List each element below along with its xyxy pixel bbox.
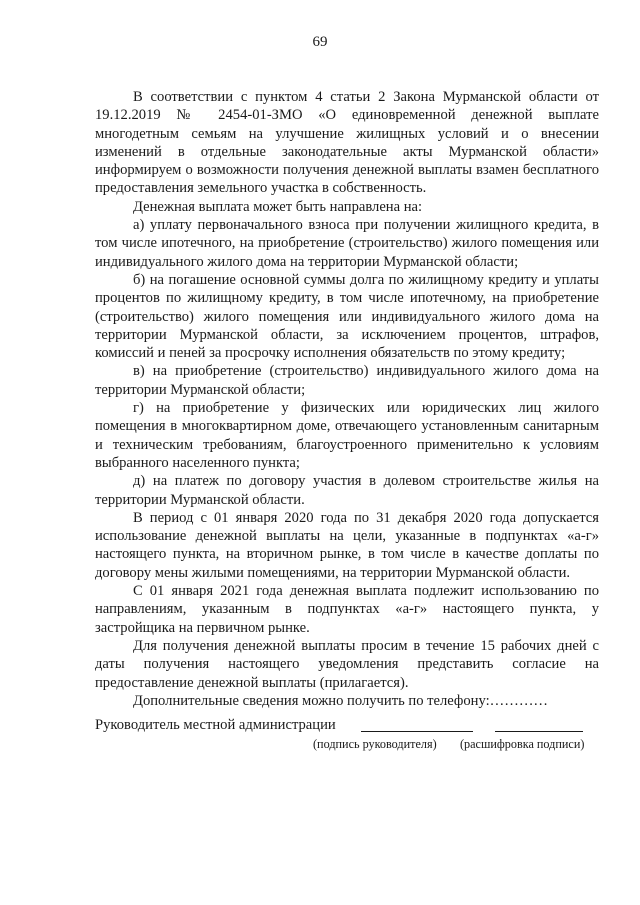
paragraph-item-b: б) на погашение основной суммы долга по жилищному кредиту и уплаты процентов по жилищному кредиту, в том числе ипотечному, на приобретение (строительство) жилого помещения или индивидуального жилого дома на территории Мурманской области, за исключением процентов, штрафов, комиссий и пеней за просрочку исполнения обязательств по этому кредиту; bbox=[95, 271, 599, 362]
paragraph-period-2020: В период с 01 января 2020 года по 31 декабря 2020 года допускается использование денежной выплаты на цели, указанные в подпунктах «а-г» настоящего пункта, на вторичном рынке, в том числе в качестве доплаты по договору мены жилыми помещениями, на территории Мурманской области. bbox=[95, 509, 599, 581]
paragraph-intro: В соответствии с пунктом 4 статьи 2 Закона Мурманской области от 19.12.2019 № 2454-01-ЗМО «О единовременной денежной выплате многодетным семьям на улучшение жилищных условий и о внесении изменений в отдельные законодательные акты Мурманской области» информируем о возможности получения денежной выплаты взамен бесплатного предоставления земельного участка в собственность. bbox=[95, 89, 599, 197]
paragraph-item-g: г) на приобретение у физических или юридических лиц жилого помещения в многоквартирном доме, отвечающего установленным санитарным и техническим требованиям, благоустроенного применительно к условиям выбранного населенного пункта; bbox=[95, 400, 599, 471]
signature-decryption-line bbox=[495, 731, 583, 732]
signature-line bbox=[361, 731, 473, 732]
paragraph-directions-heading: Денежная выплата может быть направлена на: bbox=[133, 198, 423, 215]
paragraph-request-consent: Для получения денежной выплаты просим в течение 15 рабочих дней с даты получения настоящего уведомления представить согласие на предоставление денежной выплаты (прилагается). bbox=[95, 637, 599, 691]
paragraph-contact-phone: Дополнительные сведения можно получить по телефону:………… bbox=[133, 692, 549, 709]
signature-caption: (подпись руководителя) bbox=[313, 737, 437, 751]
signature-decryption-caption: (расшифровка подписи) bbox=[460, 737, 585, 751]
document-body bbox=[95, 88, 599, 710]
paragraph-item-a: а) уплату первоначального взноса при получении жилищного кредита, в том числе ипотечного, на приобретение (строительство) жилого помещения или индивидуального жилого дома на территории Мурманской области; bbox=[95, 217, 599, 270]
page-number: 69 bbox=[312, 34, 328, 50]
paragraph-from-2021: С 01 января 2021 года денежная выплата подлежит использованию по направлениям, указанным в подпунктах «а-г» настоящего пункта, у застройщика на первичном рынке. bbox=[95, 583, 599, 636]
paragraph-item-d: д) на платеж по договору участия в долевом строительстве жилья на территории Мурманской области. bbox=[95, 473, 599, 508]
signatory-title: Руководитель местной администрации bbox=[95, 717, 336, 733]
paragraph-item-v: в) на приобретение (строительство) индивидуального жилого дома на территории Мурманской области; bbox=[95, 363, 599, 398]
